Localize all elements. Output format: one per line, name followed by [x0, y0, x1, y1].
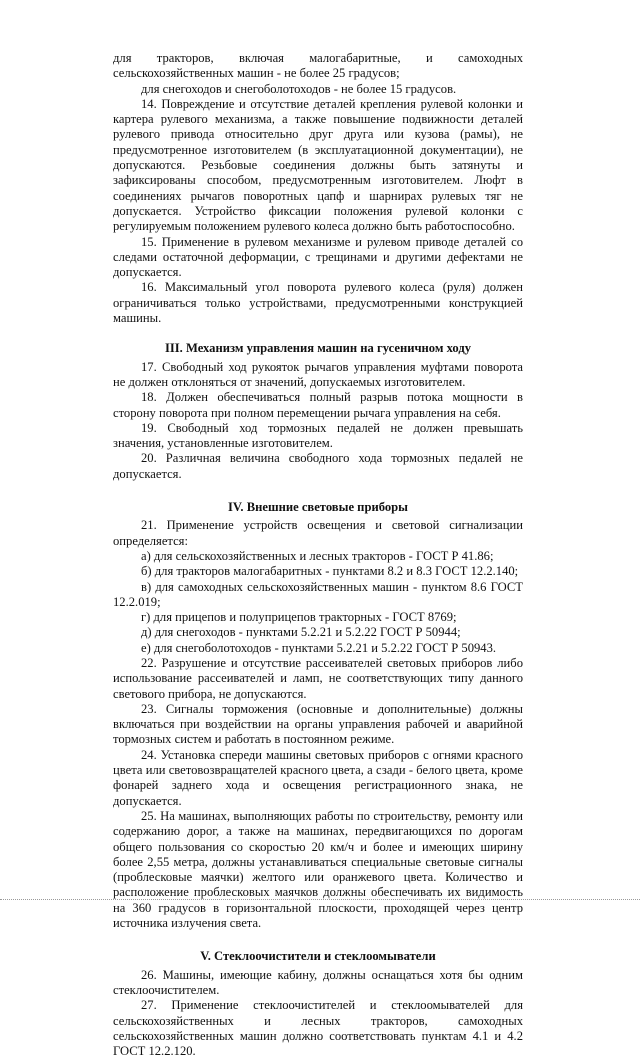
- paragraph-23: 23. Сигналы торможения (основные и дополнительные) должны включаться при воздействии на органы управления рабочей и аварийной тормозных систем и работать в постоянном режиме.: [113, 701, 523, 747]
- paragraph-24: 24. Установка спереди машины световых приборов с огнями красного цвета или световозвращателей красного цвета, а сзади - белого цвета, кроме фонарей заднего хода и освещения регистрационного знака, не допускается.: [113, 747, 523, 808]
- list-item-e: е) для снегоболотоходов - пунктами 5.2.21 и 5.2.22 ГОСТ Р 50943.: [141, 640, 497, 655]
- paragraph-16: 16. Максимальный угол поворота рулевого колеса (руля) должен ограничиваться только устройствами, предусмотренными конструкцией машины.: [113, 280, 523, 326]
- section-heading-3: III. Механизм управления машин на гусеничном ходу: [164, 341, 472, 356]
- list-item-b: б) для тракторов малогабаритных - пунктами 8.2 и 8.3 ГОСТ 12.2.140;: [141, 564, 519, 579]
- paragraph-21: 21. Применение устройств освещения и световой сигнализации определяется:: [113, 518, 523, 548]
- paragraph-26: 26. Машины, имеющие кабину, должны оснащаться хотя бы одним стеклоочистителем.: [113, 967, 523, 997]
- paragraph-19: 19. Свободный ход тормозных педалей не должен превышать значения, установленные изготовителем.: [113, 420, 523, 451]
- list-item-d: д) для снегоходов - пунктами 5.2.21 и 5.2.22 ГОСТ Р 50944;: [141, 625, 461, 640]
- paragraph-27: 27. Применение стеклоочистителей и стеклоомывателей для сельскохозяйственных и лесных тракторов, самоходных сельскохозяйственных машин должно соответствовать пунктам 4.1 и 4.2 ГОСТ 12.2.120.: [113, 998, 523, 1059]
- paragraph-tractor-angle: для тракторов, включая малогабаритные, и самоходных сельскохозяйственных машин - не более 25 градусов;: [113, 51, 523, 81]
- list-item-v: в) для самоходных сельскохозяйственных машин - пунктом 8.6 ГОСТ 12.2.019;: [113, 579, 523, 609]
- paragraph-22: 22. Разрушение и отсутствие рассеивателей световых приборов либо использование рассеивателей и ламп, не соответствующих типу данного светового прибора, не допускаются.: [113, 655, 523, 701]
- section-heading-5: V. Стеклоочистители и стеклоомыватели: [200, 949, 436, 964]
- page-content: [113, 51, 523, 1059]
- paragraph-18: 18. Должен обеспечиваться полный разрыв потока мощности в сторону поворота при полном перемещении рычага управления на себя.: [113, 390, 523, 420]
- page-bottom-divider: [0, 899, 640, 900]
- paragraph-14: 14. Повреждение и отсутствие деталей крепления рулевой колонки и картера рулевого механизма, а также повышение подвижности деталей рулевого привода относительно друг друга или кузова (рамы), не предусмотренное изготовителем (в эксплуатационной документации), не допускаются. Резьбовые соединения должны быть затянуты и зафиксированы способом, предусмотренным изготовителем. Люфт в соединениях рычагов поворотных цапф и шарнирах рулевых тяг не допускается. Устройство фиксации положения рулевой колонки с регулируемым положением рулевого колеса должно быть работоспособно.: [113, 96, 523, 234]
- paragraph-15: 15. Применение в рулевом механизме и рулевом приводе деталей со следами остаточной деформации, с трещинами и другими дефектами не допускается.: [113, 234, 523, 280]
- paragraph-17: 17. Свободный ход рукояток рычагов управления муфтами поворота не должен отклоняться от значений, допускаемых изготовителем.: [113, 359, 523, 389]
- list-item-g: г) для прицепов и полуприцепов тракторных - ГОСТ 8769;: [141, 610, 457, 625]
- paragraph-snowmobile-angle: для снегоходов и снегоболотоходов - не более 15 градусов.: [141, 81, 457, 96]
- section-heading-4: IV. Внешние световые приборы: [228, 500, 408, 515]
- paragraph-25: 25. На машинах, выполняющих работы по строительству, ремонту или содержанию дорог, а также на машинах, передвигающихся по дорогам общего пользования со скоростью 20 км/ч и более и имеющих ширину более 2,55 метра, должны устанавливаться специальные световые сигналы (проблесковые маячки) желтого или оранжевого цвета. Количество и расположение проблесковых маячков должны обеспечивать их видимость на 360 градусов в горизонтальной плоскости, проходящей через центр источника излучения света.: [113, 808, 523, 931]
- list-item-a: а) для сельскохозяйственных и лесных тракторов - ГОСТ Р 41.86;: [141, 548, 494, 563]
- paragraph-20: 20. Различная величина свободного хода тормозных педалей не допускается.: [113, 451, 523, 481]
